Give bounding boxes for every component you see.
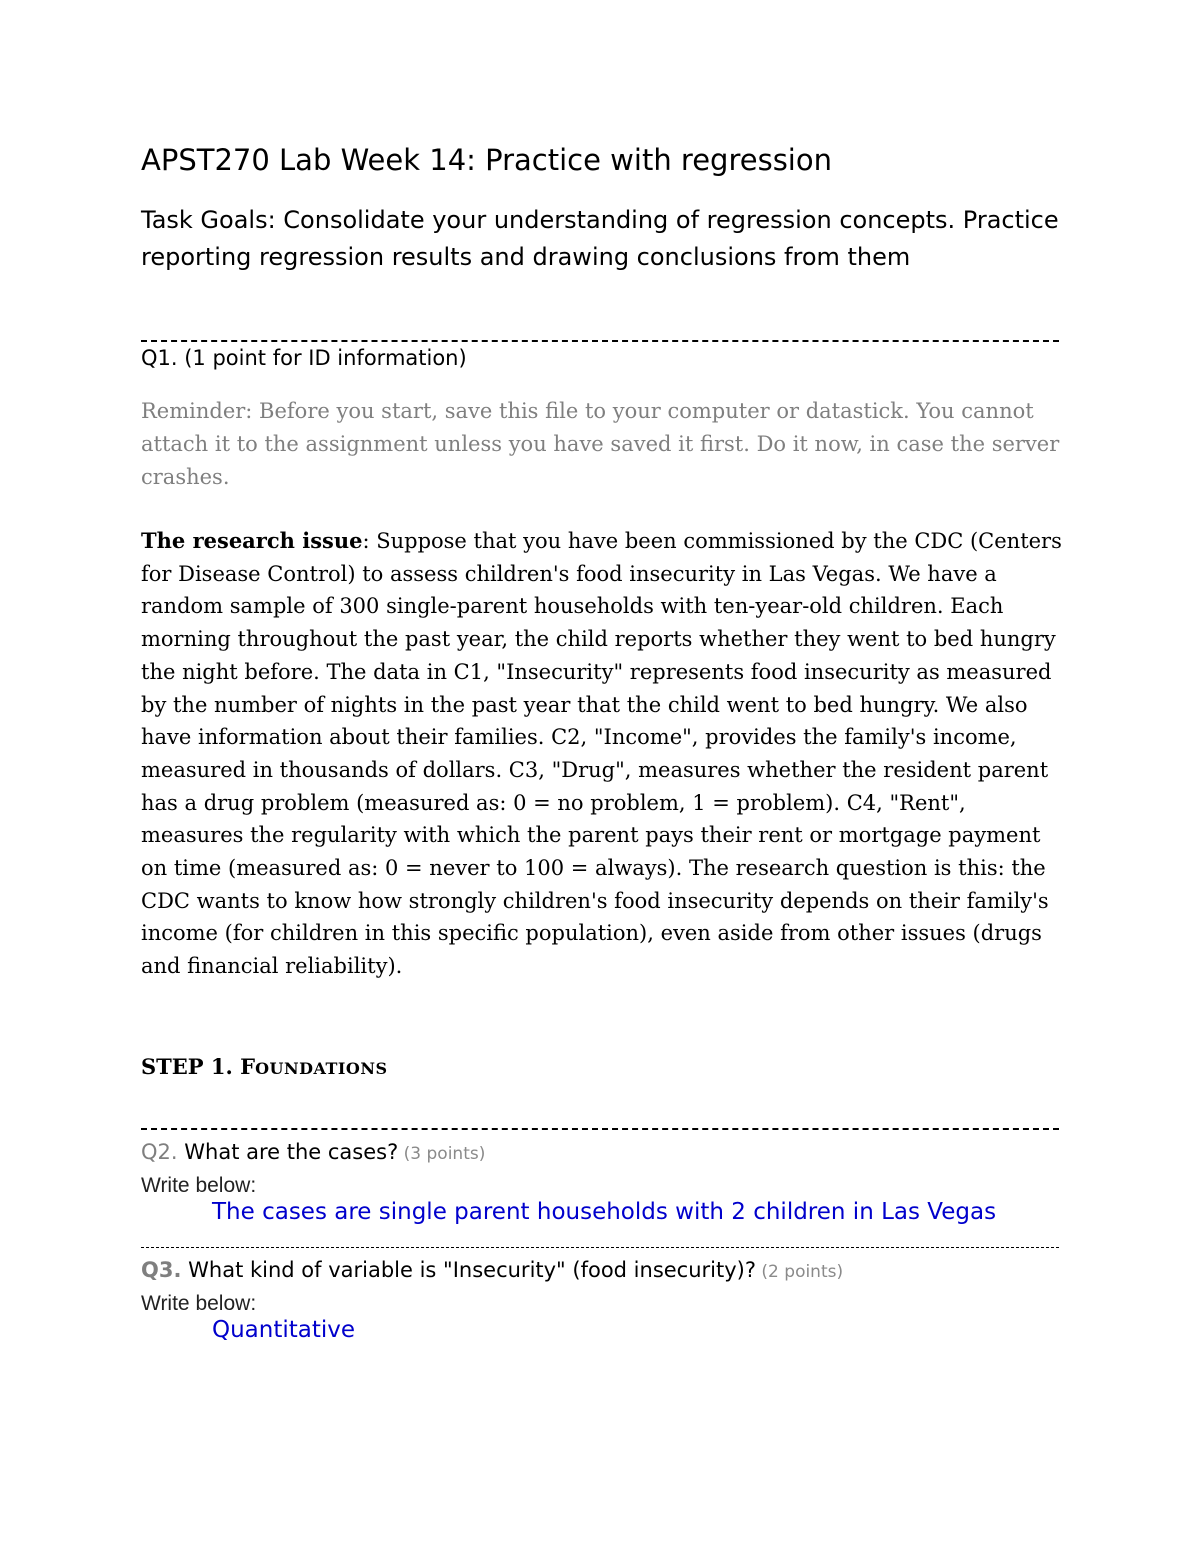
- research-issue-text: : Suppose that you have been commissioned by the CDC (Centers for Disease Control) to assess children's food insecurity in Las Vegas. We have a random sample of 300 single-parent households with ten-year-old children. Each morning throughout the past year, the child reports whether they went to bed hungry the night before. The data in C1, "Insecurity" represents food insecurity as measured by the number of nights in the past year that the child went to bed hungry. We also have information about their families. C2, "Income", provides the family's income, measured in thousands of dollars. C3, "Drug", measures whether the resident parent has a drug problem (measured as: 0 = no problem, 1 = problem). C4, "Rent", measures the regularity with which the parent pays their rent or mortgage payment on time (measured as: 0 = never to 100 = always). The research question is this: the CDC wants to know how strongly children's food insecurity depends on their family's income (for children in this specific population), even aside from other issues (drugs and financial reliability).: [141, 529, 1062, 979]
- q1-heading: Q1. (1 point for ID information): [141, 346, 467, 370]
- q2-answer[interactable]: The cases are single parent households with 2 children in Las Vegas: [212, 1199, 997, 1225]
- q3-question: What kind of variable is "Insecurity" (food insecurity)?: [181, 1258, 757, 1282]
- section-divider: [141, 340, 1059, 342]
- q3-heading: [141, 1255, 843, 1287]
- q2-heading: [141, 1137, 485, 1169]
- task-goals: Task Goals: Consolidate your understanding of regression concepts. Practice reporting regression results and drawing conclusions from them: [141, 206, 1059, 271]
- step-1-heading: [141, 1051, 388, 1085]
- research-issue: [141, 525, 1066, 983]
- q2-write-label: Write below:: [141, 1174, 257, 1197]
- q3-write-label: Write below:: [141, 1292, 257, 1315]
- section-divider: [141, 1128, 1059, 1130]
- step-1-rest: OUNDATIONS: [255, 1059, 388, 1078]
- document-title: APST270 Lab Week 14: Practice with regression: [141, 143, 832, 177]
- q2-question: What are the cases?: [177, 1140, 399, 1164]
- q2-points: (3 points): [398, 1144, 486, 1164]
- section-divider: [141, 1247, 1059, 1248]
- q3-answer[interactable]: Quantitative: [212, 1317, 356, 1343]
- step-1-prefix: STEP 1.: [141, 1054, 241, 1079]
- q3-number: Q3.: [141, 1258, 182, 1282]
- step-1-initial: F: [240, 1054, 256, 1079]
- q3-points: (2 points): [756, 1262, 844, 1282]
- save-reminder: Reminder: Before you start, save this file to your computer or datastick. You cannot attach it to the assignment unless you have saved it first. Do it now, in case the server crashes.: [141, 399, 1060, 489]
- research-issue-label: The research issue: [141, 528, 363, 553]
- q2-number: Q2.: [141, 1140, 178, 1164]
